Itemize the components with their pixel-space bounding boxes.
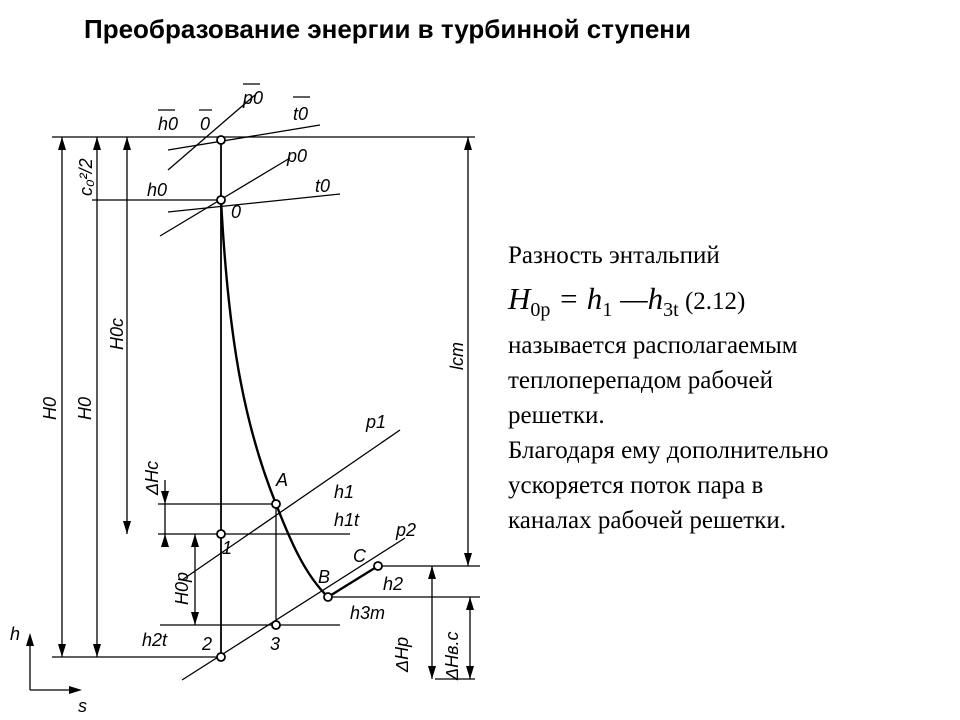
label-l-st: lст [447,342,467,370]
point-0-bar [217,136,225,144]
label-s-axis: s [78,696,87,716]
text-line-1: Разность энтальпий [508,242,720,269]
text-line-4: теплоперепадом рабочей [508,367,773,394]
page-title: Преобразование энергии в турбинной ступени [84,14,691,44]
isobar-p0 [160,158,290,236]
point-3 [272,621,280,629]
formula-dash: —h [612,281,664,316]
label-p0-bar: p0 [243,88,264,108]
label-h-axis: h [10,624,21,644]
label-h2t: h2t [142,630,168,650]
label-H0-bar: H0 [40,396,60,420]
label-t0-bar: t0 [293,104,309,124]
label-h1t: h1t [334,510,360,530]
label-B: B [318,567,331,587]
label-h0: h0 [147,180,168,200]
label-A: A [276,470,289,490]
label-dHvs: ΔHв.с [442,631,462,680]
point-0 [217,196,225,204]
label-2: 2 [202,634,213,654]
label-H0p: H0p [172,571,192,605]
point-C [374,562,382,570]
formula-eq: = h [550,281,603,316]
formula-H: H [508,281,531,316]
text-line-7: ускоряется поток пара в [508,472,764,499]
label-H0c: H0c [107,317,127,350]
label-dHc: ΔHc [142,460,162,495]
isotherm-t0 [168,194,340,212]
point-A [272,500,280,508]
label-dHp: ΔHp [392,636,412,672]
label-0-bar: 0 [200,114,211,134]
label-p2: p2 [396,520,417,540]
label-0: 0 [231,202,242,222]
point-B [324,593,332,601]
label-p0: p0 [287,146,308,166]
point-2 [217,653,225,661]
point-1 [217,530,225,538]
label-C: C [353,546,366,566]
label-h1: h1 [334,482,355,502]
isobar-p0-bar [168,95,255,170]
text-line-3: называется располагаемым [508,332,798,359]
label-p1: p1 [366,412,387,432]
label-3: 3 [270,634,281,654]
formula-h1-sub: 1 [602,299,613,321]
label-1: 1 [222,538,233,558]
label-c0: c₀²/2 [76,158,96,196]
formula-H-sub: 0p [530,299,551,321]
text-line-6: Благодаря ему дополнительно [508,437,829,464]
label-h0-bar: h0 [158,114,179,134]
label-H0: H0 [75,396,95,420]
text-line-5: решетки. [508,402,605,429]
isobar-p1 [182,430,400,580]
label-t0: t0 [315,176,331,196]
label-h3t: h3т [350,603,386,623]
label-h2: h2 [383,574,404,594]
formula-h3t-sub: 3t [663,299,679,321]
formula-number: (2.12) [678,288,746,315]
text-line-8: каналах рабочей решетки. [508,507,786,534]
